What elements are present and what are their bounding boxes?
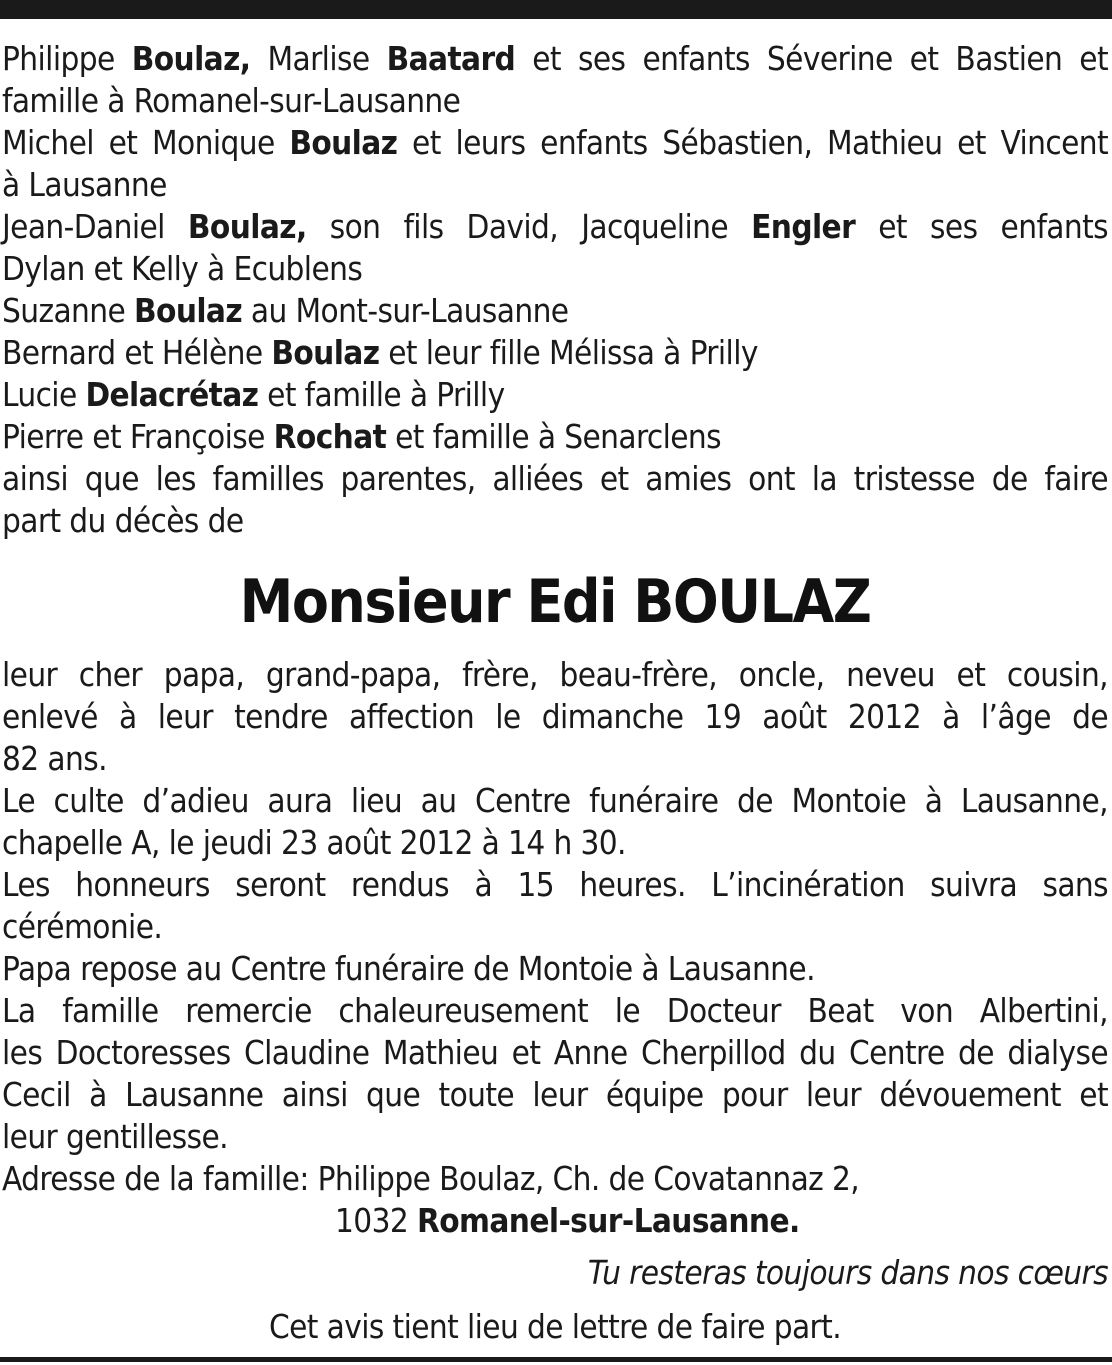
family-line: ainsi que les familles parentes, alliées et amies ont la tristesse de faire [2, 459, 1108, 498]
body-line: cérémonie. [2, 907, 163, 946]
body-line: Les honneurs seront rendus à 15 heures. L’incinération suivra sans [2, 865, 1108, 904]
body-line: La famille remercie chaleureusement le Docteur Beat von Albertini, [2, 991, 1108, 1030]
family-line: Jean-Daniel Boulaz, son fils David, Jacqueline Engler et ses enfants [2, 207, 1108, 246]
body-line: les Doctoresses Claudine Mathieu et Anne Cherpillod du Centre de dialyse [2, 1033, 1108, 1072]
closing-note: Cet avis tient lieu de lettre de faire part. [268, 1307, 842, 1346]
body-line: Papa repose au Centre funéraire de Montoie à Lausanne. [2, 949, 815, 988]
address-line: Adresse de la famille: Philippe Boulaz, Ch. de Covatannaz 2, [2, 1159, 860, 1198]
family-line: part du décès de [2, 501, 244, 540]
death-notice [2, 38, 1108, 1348]
address-town-line: 1032 Romanel-sur-Lausanne. [335, 1201, 800, 1240]
notice-body [2, 654, 1108, 1158]
body-line: chapelle A, le jeudi 23 août 2012 à 14 h 30. [2, 823, 626, 862]
memorial-quote: Tu resteras toujours dans nos cœurs [587, 1253, 1108, 1292]
top-rule [0, 0, 1112, 19]
family-line: à Lausanne [2, 165, 167, 204]
family-line: Lucie Delacrétaz et famille à Prilly [2, 375, 505, 414]
family-line: Bernard et Hélène Boulaz et leur fille Mélissa à Prilly [2, 333, 758, 372]
family-line: Pierre et Françoise Rochat et famille à Senarclens [2, 417, 721, 456]
bottom-rule [0, 1357, 1112, 1362]
body-line: leur gentillesse. [2, 1117, 229, 1156]
family-line: famille à Romanel-sur-Lausanne [2, 81, 461, 120]
body-line: leur cher papa, grand-papa, frère, beau-frère, oncle, neveu et cousin, [2, 655, 1108, 694]
family-line: Philippe Boulaz, Marlise Baatard et ses enfants Séverine et Bastien et [2, 39, 1108, 78]
body-line: Le culte d’adieu aura lieu au Centre funéraire de Montoie à Lausanne, [2, 781, 1108, 820]
deceased-name: Monsieur Edi BOULAZ [239, 567, 871, 637]
family-line: Michel et Monique Boulaz et leurs enfants Sébastien, Mathieu et Vincent [2, 123, 1108, 162]
family-list [2, 38, 1108, 542]
body-line: 82 ans. [2, 739, 107, 778]
family-line: Dylan et Kelly à Ecublens [2, 249, 363, 288]
family-address [2, 1158, 1108, 1242]
body-line: Cecil à Lausanne ainsi que toute leur équipe pour leur dévouement et [2, 1075, 1108, 1114]
family-line: Suzanne Boulaz au Mont-sur-Lausanne [2, 291, 569, 330]
body-line: enlevé à leur tendre affection le dimanche 19 août 2012 à l’âge de [2, 697, 1108, 736]
